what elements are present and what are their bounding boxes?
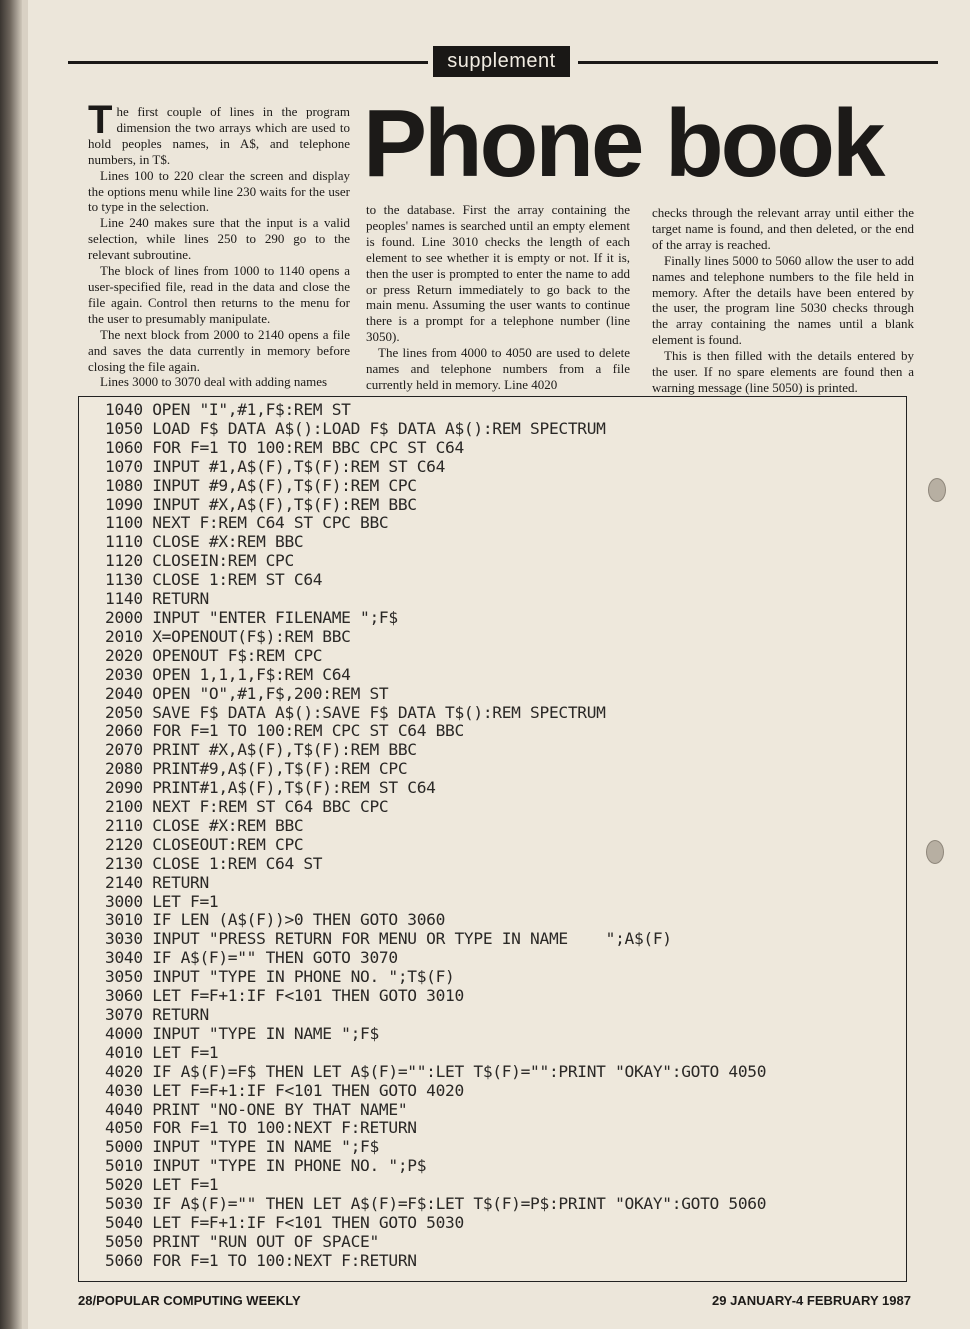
- punch-hole: [928, 478, 946, 502]
- paragraph: The block of lines from 1000 to 1140 opens a user-specified file, read in the data and close the file again. Control then returns to the menu for the user to presumably manipulate.: [88, 263, 350, 326]
- punch-hole: [926, 840, 944, 864]
- section-tag: supplement: [433, 46, 570, 77]
- article-column-3: [652, 205, 914, 396]
- code-line: 2020 OPENOUT F$:REM CPC: [105, 645, 323, 665]
- code-line: 4020 IF A$(F)=F$ THEN LET A$(F)="":LET T$(F)="":PRINT "OKAY":GOTO 4050: [105, 1061, 767, 1081]
- code-line: 1130 CLOSE 1:REM ST C64: [105, 570, 323, 590]
- code-line: 1050 LOAD F$ DATA A$():LOAD F$ DATA A$():REM SPECTRUM: [105, 418, 606, 438]
- code-line: 2110 CLOSE #X:REM BBC: [105, 815, 304, 835]
- code-line: 4040 PRINT "NO-ONE BY THAT NAME": [105, 1099, 408, 1119]
- code-line: 5040 LET F=F+1:IF F<101 THEN GOTO 5030: [105, 1212, 464, 1232]
- code-line: 5050 PRINT "RUN OUT OF SPACE": [105, 1231, 379, 1251]
- code-line: 3010 IF LEN (A$(F))>0 THEN GOTO 3060: [105, 910, 446, 930]
- header-rule-right: [578, 61, 938, 64]
- header-rule-left: [68, 61, 428, 64]
- code-line: 3060 LET F=F+1:IF F<101 THEN GOTO 3010: [105, 986, 464, 1006]
- code-line: 1110 CLOSE #X:REM BBC: [105, 532, 304, 552]
- paragraph: Finally lines 5000 to 5060 allow the user to add names and telephone numbers to the file held in memory. After the details have been entered by the user, the program line 5030 checks through the array containing the names until a blank element is found.: [652, 252, 914, 348]
- footer-publication: 28/POPULAR COMPUTING WEEKLY: [78, 1293, 301, 1308]
- code-line: 1120 CLOSEIN:REM CPC: [105, 551, 294, 571]
- code-line: 3070 RETURN: [105, 1005, 209, 1024]
- code-line: 3000 LET F=1: [105, 891, 219, 911]
- code-line: 2140 RETURN: [105, 872, 209, 892]
- code-line: 2090 PRINT#1,A$(F),T$(F):REM ST C64: [105, 778, 436, 798]
- code-line: 2000 INPUT "ENTER FILENAME ";F$: [105, 607, 398, 627]
- paragraph: Lines 3000 to 3070 deal with adding names: [100, 374, 328, 390]
- code-line: 2100 NEXT F:REM ST C64 BBC CPC: [105, 797, 389, 817]
- code-line: 1100 NEXT F:REM C64 ST CPC BBC: [105, 513, 389, 533]
- code-line: 2130 CLOSE 1:REM C64 ST: [105, 853, 323, 873]
- paragraph: This is then filled with the details entered by the user. If no spare elements are found then a warning message (line 5050) is printed.: [652, 348, 914, 395]
- paragraph: checks through the relevant array until either the target name is found, and then deleted, or the end of the array is reached.: [652, 205, 914, 252]
- article-column-1: [88, 98, 350, 390]
- code-line: 2070 PRINT #X,A$(F),T$(F):REM BBC: [105, 740, 417, 760]
- code-line: 5030 IF A$(F)="" THEN LET A$(F)=F$:LET T$(F)=P$:PRINT "OKAY":GOTO 5060: [105, 1194, 767, 1214]
- drop-cap: T: [88, 98, 113, 142]
- code-line: 1090 INPUT #X,A$(F),T$(F):REM BBC: [105, 494, 417, 514]
- paragraph: [88, 98, 350, 168]
- code-line: 5020 LET F=1: [105, 1175, 219, 1195]
- code-line: 3030 INPUT "PRESS RETURN FOR MENU OR TYPE IN NAME ";A$(F): [105, 929, 672, 949]
- code-line: 1080 INPUT #9,A$(F),T$(F):REM CPC: [105, 475, 417, 495]
- code-line: 1070 INPUT #1,A$(F),T$(F):REM ST C64: [105, 456, 446, 476]
- paragraph: The next block from 2000 to 2140 opens a file and saves the data currently in memory before closing the file again.: [88, 326, 350, 374]
- code-line: 5060 FOR F=1 TO 100:NEXT F:RETURN: [105, 1250, 417, 1270]
- code-line: 2060 FOR F=1 TO 100:REM CPC ST C64 BBC: [105, 721, 464, 741]
- code-line: 5010 INPUT "TYPE IN PHONE NO. ";P$: [105, 1156, 427, 1176]
- page-binding-edge: [22, 0, 28, 1329]
- paragraph: Lines 100 to 220 clear the screen and display the options menu while line 230 waits for the user to type in the selection.: [88, 167, 350, 215]
- code-line: 3040 IF A$(F)="" THEN GOTO 3070: [105, 948, 398, 968]
- code-line: 1060 FOR F=1 TO 100:REM BBC CPC ST C64: [105, 437, 464, 457]
- paragraph: to the database. First the array containing the peoples' names is searched until an empty element is found. Line 3010 checks the length of each element to see whether it is empty or not. If it is, then the user is prompted to enter the name to add or press Return immediately to go back to the main menu. Assuming the user wants to continue there is a prompt for a telephone number (line 3050).: [366, 202, 630, 345]
- article-column-2: [366, 202, 630, 393]
- paragraph: Line 240 makes sure that the input is a valid selection, while lines 250 to 290 go to the relevant subroutine.: [88, 215, 350, 263]
- code-line: 2050 SAVE F$ DATA A$():SAVE F$ DATA T$():REM SPECTRUM: [105, 702, 606, 722]
- article-headline: Phone book: [363, 90, 883, 197]
- page-binding: [0, 0, 22, 1329]
- code-line: 2030 OPEN 1,1,1,F$:REM C64: [105, 664, 351, 684]
- code-line: 2010 X=OPENOUT(F$):REM BBC: [105, 626, 351, 646]
- code-line: 3050 INPUT "TYPE IN PHONE NO. ";T$(F): [105, 967, 455, 987]
- footer-date: 29 JANUARY-4 FEBRUARY 1987: [712, 1293, 911, 1308]
- paragraph: The lines from 4000 to 4050 are used to delete names and telephone numbers from a file currently held in memory. Line 4020: [366, 345, 630, 392]
- code-line: 1140 RETURN: [105, 589, 209, 609]
- code-line: 5000 INPUT "TYPE IN NAME ";F$: [105, 1137, 379, 1157]
- code-line: 1040 OPEN "I",#1,F$:REM ST: [105, 400, 351, 419]
- program-listing: [78, 396, 907, 1282]
- code-line: 4050 FOR F=1 TO 100:NEXT F:RETURN: [105, 1118, 417, 1138]
- code-line: 2120 CLOSEOUT:REM CPC: [105, 834, 304, 854]
- code-line: 4010 LET F=1: [105, 1042, 219, 1062]
- paragraph-text: he first couple of lines in the program dimension the two arrays which are used to hold peoples names, in A$, and telephone numbers, in T$.: [88, 104, 350, 167]
- code-line: 2080 PRINT#9,A$(F),T$(F):REM CPC: [105, 759, 408, 779]
- code-line: 4000 INPUT "TYPE IN NAME ";F$: [105, 1023, 379, 1043]
- code-line: 2040 OPEN "O",#1,F$,200:REM ST: [105, 683, 389, 703]
- code-line: 4030 LET F=F+1:IF F<101 THEN GOTO 4020: [105, 1080, 464, 1100]
